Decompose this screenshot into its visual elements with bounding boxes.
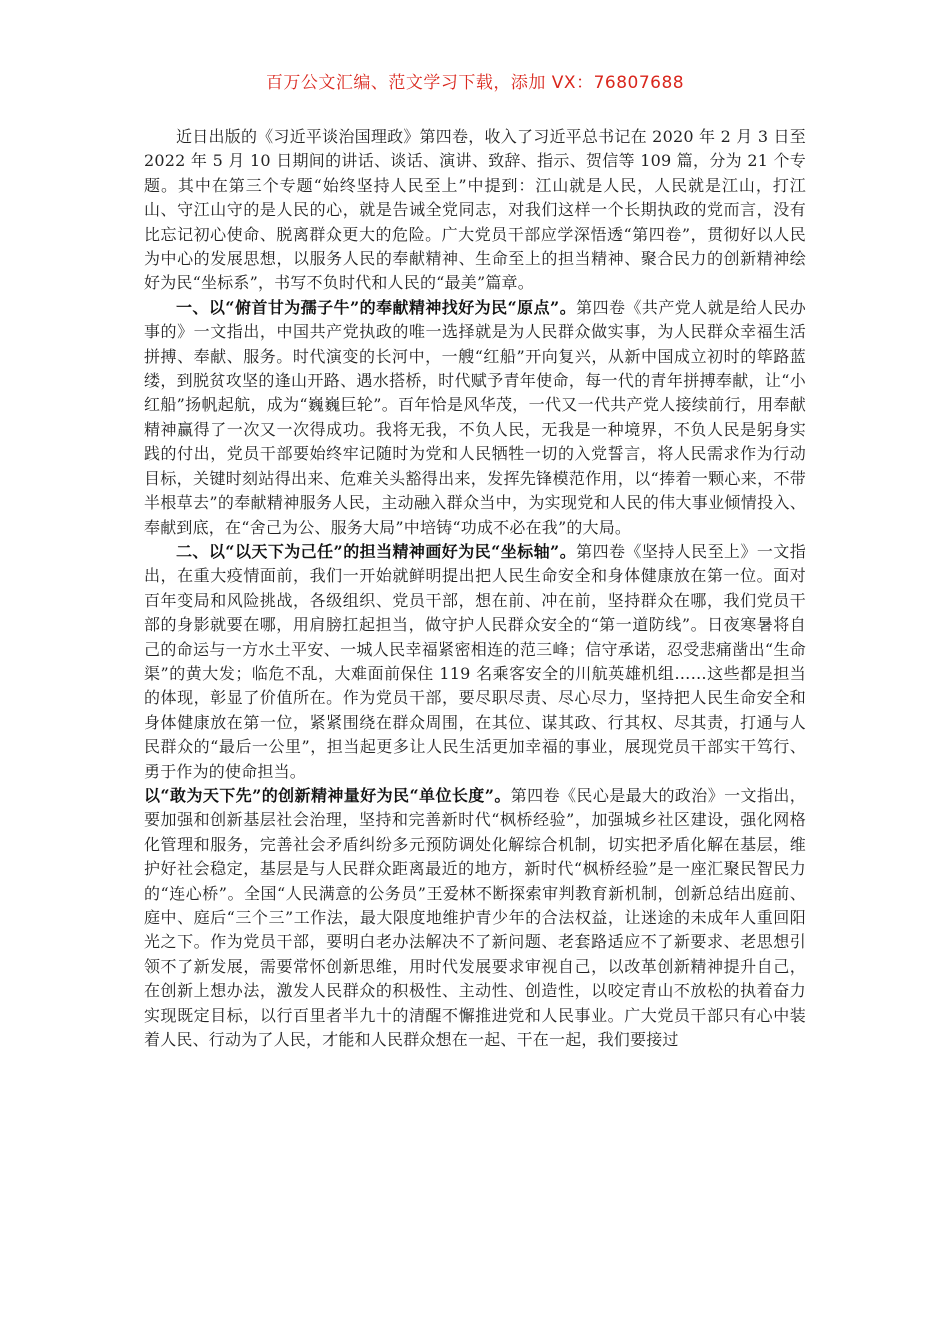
paragraph-text: 近日出版的《习近平谈治国理政》第四卷，收入了习近平总书记在 2020 年 2 月 3 日至 2022 年 5 月 10 日期间的讲话、谈话、演讲、致辞、指示、贺信等 109 篇，分为 21 个专题。其中在第三个专题“始终坚持人民至上”中提到：江山就是人民，人民就是江山，打江山、守江山守的是人民的心，就是告诫全党同志，对我们这样一个长期执政的党而言，没有比忘记初心使命、脱离群众更大的危险。广大党员干部应学深悟透“第四卷”，贯彻好以人民为中心的发展思想，以服务人民的奉献精神、生命至上的担当精神、聚合民力的创新精神绘好为民“坐标系”，书写不负时代和人民的“最美”篇章。 [144, 127, 806, 293]
paragraph-text: 第四卷《坚持人民至上》一文指出，在重大疫情面前，我们一开始就鲜明提出把人民生命安全和身体健康放在第一位。面对百年变局和风险挑战，各级组织、党员干部，想在前、冲在前，坚持群众在哪，我们党员干部的身影就要在哪，用肩膀扛起担当，做守护人民群众安全的“第一道防线”。日夜寒暑将自己的命运与一方水土平安、一城人民幸福紧密相连的范三峰；信守承诺，忍受悲痛凿出“生命渠”的黄大发；临危不乱，大难面前保住 119 名乘客安全的川航英雄机组……这些都是担当的体现，彰显了价值所在。作为党员干部，要尽职尽责、尽心尽力，坚持把人民生命安全和身体健康放在第一位，紧紧围绕在群众周围，在其位、谋其政、行其权、尽其责，打通与人民群众的“最后一公里”，担当起更多让人民生活更加幸福的事业，展现党员干部实干笃行、勇于作为的使命担当。 [144, 541, 806, 781]
paragraph-section-3 [144, 784, 806, 1052]
section-heading: 以“敢为天下先”的创新精神量好为民“单位长度”。 [144, 785, 511, 805]
paragraph-section-1 [144, 296, 806, 540]
section-heading: 一、以“俯首甘为孺子牛”的奉献精神找好为民“原点”。 [176, 297, 577, 317]
section-heading: 二、以“以天下为己任”的担当精神画好为民“坐标轴”。 [176, 541, 577, 561]
paragraph-text: 第四卷《民心是最大的政治》一文指出，要加强和创新基层社会治理，坚持和完善新时代“枫桥经验”，加强城乡社区建设，强化网格化管理和服务，完善社会矛盾纠纷多元预防调处化解综合机制，切实把矛盾化解在基层，维护好社会稳定，基层是与人民群众距离最近的地方，新时代“枫桥经验”是一座汇聚民智民力的“连心桥”。全国“人民满意的公务员”王爱林不断探索审判教育新机制，创新总结出庭前、庭中、庭后“三个三”工作法，最大限度地维护青少年的合法权益，让迷途的未成年人重回阳光之下。作为党员干部，要明白老办法解决不了新问题、老套路适应不了新要求、老思想引领不了新发展，需要常怀创新思维，用时代发展要求审视自己，以改革创新精神提升自己，在创新上想办法，激发人民群众的积极性、主动性、创造性，以咬定青山不放松的执着奋力实现既定目标，以行百里者半九十的清醒不懈推进党和人民事业。广大党员干部只有心中装着人民、行动为了人民，才能和人民群众想在一起、干在一起，我们要接过 [144, 785, 806, 1050]
article-body [144, 125, 806, 1052]
paragraph-section-2 [144, 540, 806, 784]
paragraph-intro [144, 125, 806, 296]
paragraph-text: 第四卷《共产党人就是给人民办事的》一文指出，中国共产党执政的唯一选择就是为人民群众做实事，为人民群众幸福生活拼搏、奉献、服务。时代演变的长河中，一艘“红船”开向复兴，从新中国成立初时的筚路蓝缕，到脱贫攻坚的逢山开路、遇水搭桥，时代赋予青年使命，每一代的青年拼搏奉献，让“小红船”扬帆起航，成为“巍巍巨轮”。百年恰是风华茂，一代又一代共产党人接续前行，用奉献精神赢得了一次又一次得成功。我将无我，不负人民，无我是一种境界，不负人民是躬身实践的付出，党员干部要始终牢记随时为党和人民牺牲一切的入党誓言，将人民需求作为行动目标，关键时刻站得出来、危难关头豁得出来，发挥先锋模范作用，以“捧着一颗心来，不带半根草去”的奉献精神服务人民，主动融入群众当中，为实现党和人民的伟大事业倾情投入、奉献到底，在“舍己为公、服务大局”中培铸“功成不必在我”的大局。 [144, 297, 806, 537]
header-banner: 百万公文汇编、范文学习下载，添加 VX：76807688 [265, 73, 685, 93]
